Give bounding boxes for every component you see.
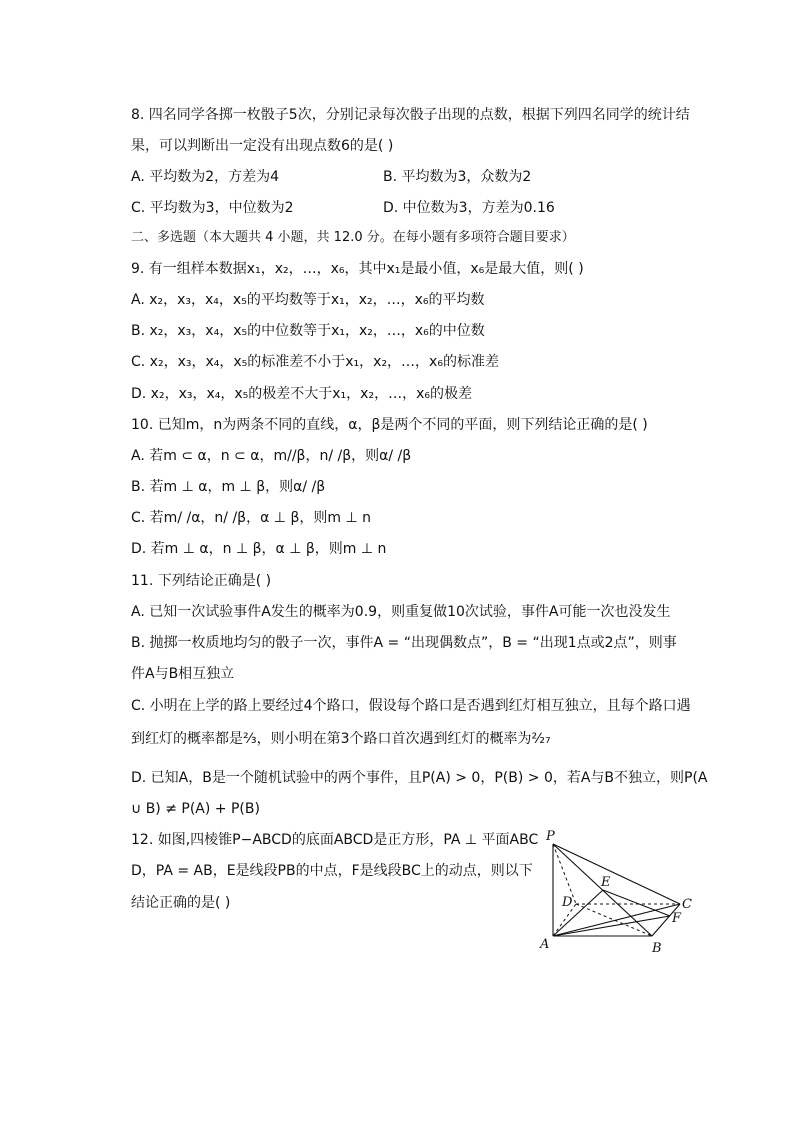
q10-option-c: C. 若m/ /α，n/ /β，α ⊥ β，则m ⊥ n bbox=[131, 510, 371, 526]
vertex-label-d: D bbox=[562, 895, 573, 910]
vertex-label-p: P bbox=[546, 829, 555, 844]
q11-option-c-line2: 到红灯的概率都是⅔，则小明在第3个路口首次遇到红灯的概率为²⁄₂₇ bbox=[131, 731, 551, 747]
q8-option-a: A. 平均数为2，方差为4 bbox=[131, 169, 280, 185]
q9-option-a: A. x₂，x₃，x₄，x₅的平均数等于x₁，x₂，…，x₆的平均数 bbox=[131, 292, 485, 308]
pyramid-figure bbox=[534, 826, 704, 956]
q9-option-b: B. x₂，x₃，x₄，x₅的中位数等于x₁，x₂，…，x₆的中位数 bbox=[131, 323, 485, 339]
q11-option-d-line2: ∪ B) ≠ P(A) + P(B) bbox=[131, 801, 260, 817]
q11-option-a: A. 已知一次试验事件A发生的概率为0.9，则重复做10次试验，事件A可能一次也没发生 bbox=[131, 604, 671, 620]
q12-stem-line2: D，PA = AB，E是线段PB的中点，F是线段BC上的动点，则以下 bbox=[131, 863, 533, 879]
q8-option-b: B. 平均数为3，众数为2 bbox=[383, 169, 532, 185]
q11-option-c-line1: C. 小明在上学的路上要经过4个路口，假设每个路口是否遇到红灯相互独立，且每个路口遇 bbox=[131, 698, 691, 714]
q10-stem: 10. 已知m，n为两条不同的直线，α，β是两个不同的平面，则下列结论正确的是( ) bbox=[131, 417, 648, 433]
edge-ef bbox=[603, 890, 670, 916]
q8-option-c: C. 平均数为3，中位数为2 bbox=[131, 200, 294, 216]
q10-option-b: B. 若m ⊥ α，m ⊥ β，则α/ /β bbox=[131, 479, 326, 495]
q9-stem: 9. 有一组样本数据x₁，x₂，…，x₆，其中x₁是最小值，x₆是最大值，则( ) bbox=[131, 261, 584, 277]
vertex-label-c: C bbox=[682, 897, 692, 912]
q10-option-d: D. 若m ⊥ α，n ⊥ β，α ⊥ β，则m ⊥ n bbox=[131, 541, 387, 557]
q9-option-d: D. x₂，x₃，x₄，x₅的极差不大于x₁，x₂，…，x₆的极差 bbox=[131, 386, 472, 402]
q11-option-d-line1: D. 已知A，B是一个随机试验中的两个事件，且P(A) > 0，P(B) > 0，若A与B不独立，则P(A bbox=[131, 770, 708, 786]
edge-db bbox=[576, 904, 652, 936]
vertex-label-f: F bbox=[672, 911, 682, 926]
vertex-label-e: E bbox=[601, 875, 611, 890]
q11-option-b-line1: B. 抛掷一枚质地均匀的骰子一次，事件A = “出现偶数点”，B = “出现1点或2点”，则事 bbox=[131, 635, 677, 651]
hidden-edges bbox=[553, 844, 680, 936]
q8-stem-line2: 果，可以判断出一定没有出现点数6的是( ) bbox=[131, 138, 394, 154]
q12-stem-line1: 12. 如图,四棱锥P−ABCD的底面ABCD是正方形，PA ⊥ 平面ABC bbox=[131, 832, 539, 848]
q8-option-d: D. 中位数为3，方差为0.16 bbox=[383, 200, 555, 216]
q8-stem-line1: 8. 四名同学各掷一枚骰子5次，分别记录每次骰子出现的点数，根据下列四名同学的统计结 bbox=[131, 107, 690, 123]
section-heading-multiple-choice: 二、多选题（本大题共 4 小题，共 12.0 分。在每小题有多项符合题目要求） bbox=[131, 230, 575, 245]
q11-stem: 11. 下列结论正确是( ) bbox=[131, 573, 272, 589]
q12-stem-line3: 结论正确的是( ) bbox=[131, 895, 231, 911]
solid-edges bbox=[553, 844, 680, 936]
q11-option-b-line2: 件A与B相互独立 bbox=[131, 666, 235, 682]
q10-option-a: A. 若m ⊂ α，n ⊂ α，m//β，n/ /β，则α/ /β bbox=[131, 448, 412, 464]
vertex-label-b: B bbox=[652, 941, 662, 956]
q9-option-c: C. x₂，x₃，x₄，x₅的标准差不小于x₁，x₂，…，x₆的标准差 bbox=[131, 354, 499, 370]
vertex-label-a: A bbox=[540, 937, 550, 952]
